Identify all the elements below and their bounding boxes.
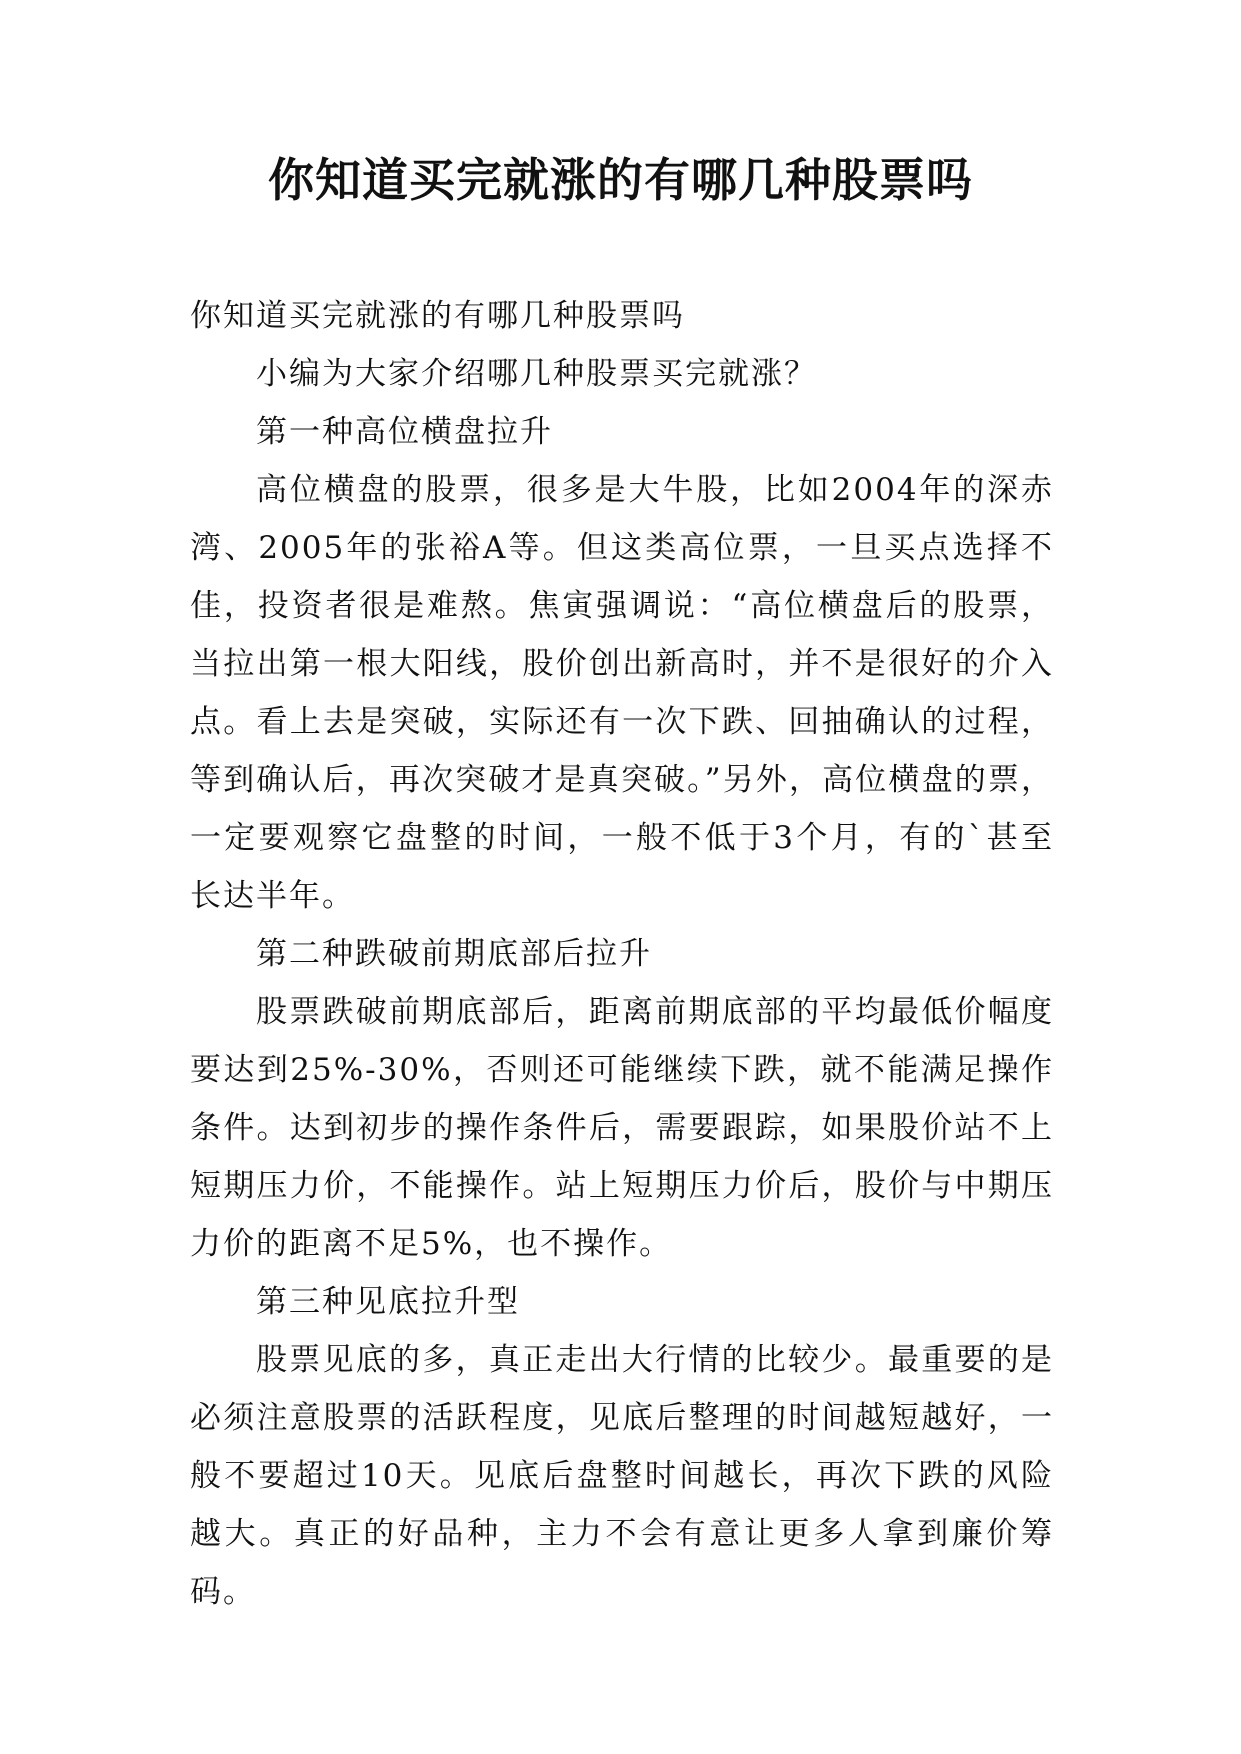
section-2-heading: 第二种跌破前期底部后拉升 [256,936,652,972]
intro-line: 小编为大家介绍哪几种股票买完就涨？ [256,356,817,392]
document-body [190,287,1054,1621]
section-3-paragraph: 股票见底的多，真正走出大行情的比较少。最重要的是必须注意股票的活跃程度，见底后整理的时间越短越好，一般不要超过10天。见底后盘整时间越长，再次下跌的风险越大。真正的好品种，主力不会有意让更多人拿到廉价筹码。 [190,1342,1054,1610]
section-2-paragraph: 股票跌破前期底部后，距离前期底部的平均最低价幅度要达到25%-30%，否则还可能继续下跌，就不能满足操作条件。达到初步的操作条件后，需要跟踪，如果股价站不上短期压力价，不能操作。站上短期压力价后，股价与中期压力价的距离不足5%，也不操作。 [190,994,1054,1262]
section-1-paragraph: 高位横盘的股票，很多是大牛股，比如2004年的深赤湾、2005年的张裕A等。但这类高位票，一旦买点选择不佳，投资者很是难熬。焦寅强调说：“高位横盘后的股票，当拉出第一根大阳线，股价创出新高时，并不是很好的介入点。看上去是突破，实际还有一次下跌、回抽确认的过程，等到确认后，再次突破才是真突破。”另外，高位横盘的票，一定要观察它盘整的时间，一般不低于3个月，有的`甚至长达半年。 [190,472,1054,914]
section-1-heading: 第一种高位横盘拉升 [256,414,553,450]
document-title: 你知道买完就涨的有哪几种股票吗 [268,153,973,207]
document-subtitle: 你知道买完就涨的有哪几种股票吗 [190,298,685,334]
section-3-heading: 第三种见底拉升型 [256,1284,520,1320]
